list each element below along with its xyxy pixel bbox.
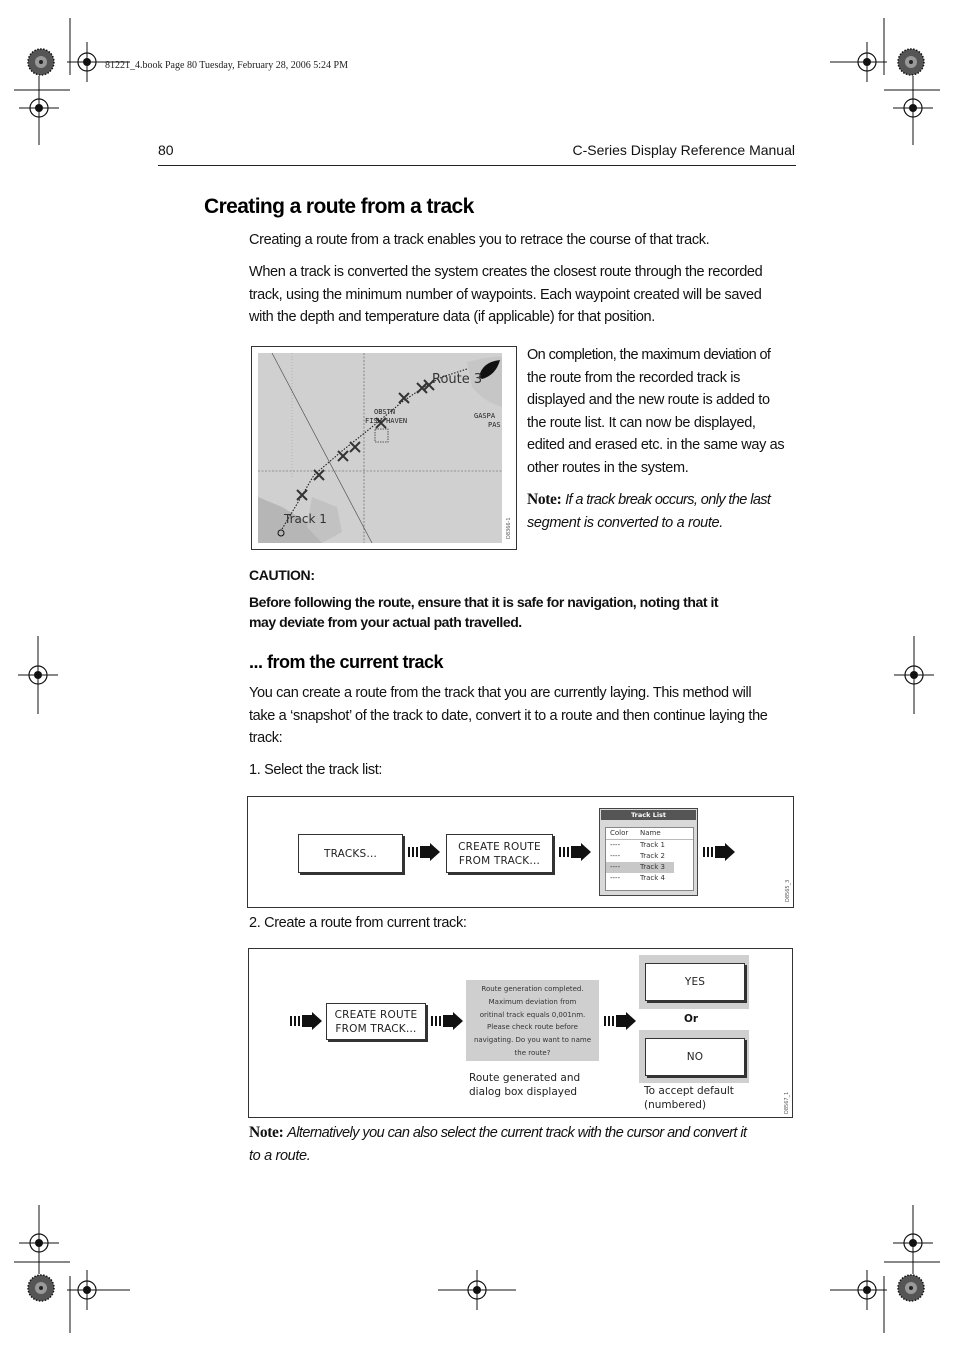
- create-route-softkey[interactable]: [446, 834, 553, 873]
- current-track-paragraph: [249, 682, 768, 750]
- paragraph-line: track:: [249, 730, 283, 746]
- column-header: Color: [610, 829, 629, 837]
- arrow-icon: [408, 843, 440, 861]
- step-2: 2. Create a route from current track:: [249, 915, 467, 931]
- track-color: ----: [610, 852, 621, 860]
- paragraph-line: the route list. It can now be displayed,: [527, 414, 756, 431]
- track-name: Track 3: [640, 863, 665, 871]
- dialog-caption: [469, 1072, 580, 1099]
- print-info: 81221_4.book Page 80 Tuesday, February 28, 2006 5:24 PM: [105, 60, 348, 71]
- arrow-icon: [290, 1012, 322, 1030]
- caption-line: To accept default: [644, 1085, 734, 1097]
- track-color: ----: [610, 841, 621, 849]
- track-list-table: [605, 827, 694, 891]
- accept-default-caption: [644, 1085, 734, 1112]
- note-text: to a route.: [249, 1147, 311, 1164]
- dialog-line: the route?: [514, 1048, 551, 1057]
- caption-line: dialog box displayed: [469, 1085, 578, 1098]
- map-route-label: Route 3: [432, 372, 483, 387]
- paragraph-line: other routes in the system.: [527, 459, 689, 476]
- column-header: Name: [640, 829, 661, 837]
- paragraph-line: displayed and the new route is added to: [527, 392, 770, 408]
- manual-title: C-Series Display Reference Manual: [572, 142, 795, 158]
- arrow-icon: [604, 1012, 636, 1030]
- subsection-title: ... from the current track: [249, 652, 444, 672]
- tracks-softkey[interactable]: TRACKS…: [298, 834, 403, 873]
- dialog-line: navigating. Do you want to name: [473, 1036, 592, 1045]
- map-figure: [251, 346, 517, 550]
- step-1: 1. Select the track list:: [249, 762, 383, 778]
- track-color: ----: [610, 874, 621, 882]
- arrow-icon: [559, 843, 591, 861]
- no-button[interactable]: NO: [645, 1038, 745, 1076]
- paragraph-line: track, using the minimum number of waypoints. Each waypoint created will be saved: [249, 286, 762, 303]
- caption-line: Route generated and: [469, 1072, 581, 1084]
- map-track-label: Track 1: [284, 512, 327, 526]
- track-list-dialog: [599, 808, 698, 896]
- route-generated-dialog: [466, 980, 599, 1061]
- track-color: ----: [610, 863, 621, 871]
- dialog-line: Route generation completed.: [481, 985, 584, 993]
- intro-paragraph: Creating a route from a track enables you to retrace the course of that track.: [249, 232, 710, 248]
- completion-paragraph: [527, 344, 802, 479]
- map-figure-id: D8366-1: [506, 517, 512, 539]
- track-row[interactable]: [606, 873, 693, 884]
- paragraph-line: You can create a route from the track that you are currently laying. This method will: [249, 685, 752, 701]
- track-row[interactable]: [606, 862, 674, 873]
- map-place-label: PAS: [488, 421, 501, 429]
- softkey-line: CREATE ROUTE: [334, 1008, 418, 1021]
- yes-button[interactable]: YES: [645, 963, 745, 1001]
- page-number: 80: [158, 142, 174, 158]
- arrow-icon: [703, 843, 735, 861]
- paragraph-line: with the depth and temperature data (if applicable) for that position.: [249, 309, 655, 325]
- paragraph-line: take a ‘snapshot’ of the track to date, convert it to a route and then continue laying the: [249, 707, 768, 724]
- map-place-label: OBSTN: [374, 408, 396, 416]
- track-break-note: [527, 489, 802, 534]
- caution-text: [249, 592, 718, 632]
- track-name: Track 2: [640, 852, 665, 860]
- paragraph-line: the route from the recorded track is: [527, 369, 741, 386]
- header-rule: [158, 165, 796, 166]
- or-label: Or: [684, 1013, 699, 1025]
- note-text: If a track break occurs, only the last: [565, 492, 771, 508]
- track-name: Track 4: [640, 874, 665, 882]
- conversion-paragraph: [249, 261, 762, 329]
- map-place-label: GASPA: [474, 412, 496, 420]
- note-text: Alternatively you can also select the current track with the cursor and convert it: [287, 1125, 747, 1141]
- paragraph-line: When a track is converted the system creates the closest route through the recorded: [249, 264, 763, 280]
- figure-id: D8567_1: [784, 1091, 790, 1114]
- cursor-note: [249, 1122, 809, 1167]
- caution-line: Before following the route, ensure that it is safe for navigation, noting that it: [249, 594, 719, 610]
- caution-line: may deviate from your actual path travelled.: [249, 614, 522, 630]
- caution-label: CAUTION:: [249, 567, 315, 583]
- softkey-line: FROM TRACK…: [335, 1022, 417, 1035]
- create-route-softkey[interactable]: [326, 1003, 426, 1040]
- figure-id: D8565_3: [785, 879, 791, 902]
- chart-map: [252, 347, 516, 549]
- track-list-title: Track List: [601, 810, 696, 820]
- dialog-line: Maximum deviation from: [488, 997, 577, 1006]
- softkey-line: FROM TRACK…: [458, 854, 541, 867]
- caption-line: (numbered): [644, 1098, 707, 1111]
- dialog-line: Please check route before: [487, 1023, 578, 1032]
- dialog-line: oritinal track equals 0,001nm.: [479, 1010, 586, 1019]
- paragraph-line: On completion, the maximum deviation of: [527, 347, 771, 363]
- track-name: Track 1: [640, 841, 665, 849]
- map-place-label: FISH HAVEN: [365, 417, 408, 425]
- note-label: Note:: [249, 1124, 284, 1141]
- note-text: segment is converted to a route.: [527, 514, 723, 531]
- softkey-line: CREATE ROUTE: [458, 840, 541, 853]
- track-row[interactable]: [606, 851, 693, 862]
- arrow-icon: [431, 1012, 463, 1030]
- section-title: Creating a route from a track: [204, 195, 474, 218]
- track-row[interactable]: [606, 840, 693, 851]
- paragraph-line: edited and erased etc. in the same way as: [527, 437, 785, 453]
- note-label: Note:: [527, 491, 562, 508]
